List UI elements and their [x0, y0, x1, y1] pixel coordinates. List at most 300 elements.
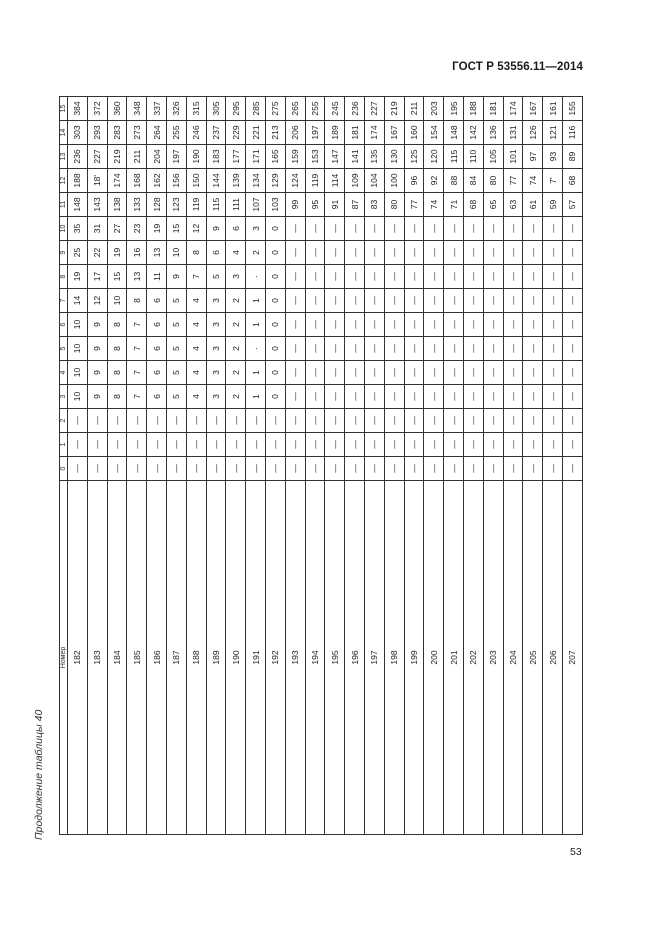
table-cell: 65 [483, 193, 503, 217]
table-row [463, 97, 483, 835]
table-cell: 3 [206, 361, 226, 385]
table-cell: 315 [186, 97, 206, 121]
table-cell: — [305, 241, 325, 265]
row-number-cell: 207 [562, 481, 582, 835]
table-cell: — [463, 409, 483, 433]
table-cell: — [364, 409, 384, 433]
table-cell: — [463, 289, 483, 313]
table-cell: — [404, 289, 424, 313]
table-row [543, 97, 563, 835]
table-cell: — [364, 433, 384, 457]
column-header-4: 4 [60, 361, 68, 385]
row-number-cell: 200 [424, 481, 444, 835]
table-cell: — [562, 385, 582, 409]
table-cell: 103 [265, 193, 285, 217]
table-cell: 0 [265, 217, 285, 241]
table-cell: 156 [166, 169, 186, 193]
table-cell: — [325, 457, 345, 481]
table-cell: 293 [87, 121, 107, 145]
table-cell: 57 [562, 193, 582, 217]
table-cell: — [364, 241, 384, 265]
table-cell: — [444, 385, 464, 409]
column-header-9: 9 [60, 241, 68, 265]
table-cell: 10 [68, 361, 88, 385]
table-cell: — [107, 457, 127, 481]
table-cell: — [107, 409, 127, 433]
table-cell: — [404, 385, 424, 409]
row-number-cell: 194 [305, 481, 325, 835]
table-cell: — [404, 313, 424, 337]
table-cell: — [543, 241, 563, 265]
table-row [107, 97, 127, 835]
table-cell: 5 [166, 313, 186, 337]
table-cell: 148 [444, 121, 464, 145]
table-cell: — [404, 217, 424, 241]
table-cell: 188 [463, 97, 483, 121]
table-cell: 142 [463, 121, 483, 145]
table-cell: — [166, 457, 186, 481]
table-cell: 348 [127, 97, 147, 121]
table-row [404, 97, 424, 835]
table-cell: — [463, 217, 483, 241]
table-row [206, 97, 226, 835]
table-cell: 8 [127, 289, 147, 313]
table-cell: 74 [523, 169, 543, 193]
table-cell: — [345, 289, 365, 313]
table-cell: 10 [68, 337, 88, 361]
table-cell: 0 [265, 241, 285, 265]
table-cell: — [384, 289, 404, 313]
table-body [68, 97, 583, 835]
table-cell: — [483, 433, 503, 457]
row-number-cell: 187 [166, 481, 186, 835]
table-cell: 305 [206, 97, 226, 121]
table-cell: — [503, 361, 523, 385]
table-cell: 129 [265, 169, 285, 193]
table-cell: — [364, 361, 384, 385]
table-cell: — [483, 241, 503, 265]
table-cell: — [345, 313, 365, 337]
table-cell: — [523, 313, 543, 337]
table-cell: 7 [127, 385, 147, 409]
table-cell: 13 [127, 265, 147, 289]
document-header: ГОСТ Р 53556.11—2014 [452, 61, 583, 73]
table-cell: 181 [345, 121, 365, 145]
table-cell: — [523, 217, 543, 241]
table-cell: — [444, 337, 464, 361]
table-cell: — [562, 265, 582, 289]
table-cell: — [364, 385, 384, 409]
table-row [345, 97, 365, 835]
table-cell: — [444, 265, 464, 289]
table-row [226, 97, 246, 835]
table-cell: 8 [107, 313, 127, 337]
table-cell: — [285, 385, 305, 409]
table-row [503, 97, 523, 835]
table-row [87, 97, 107, 835]
table-cell: — [523, 361, 543, 385]
table-cell: — [285, 217, 305, 241]
table-cell: — [325, 289, 345, 313]
table-cell: — [503, 385, 523, 409]
table-cell: — [246, 457, 266, 481]
table-cell: 8 [107, 385, 127, 409]
table-cell: 11 [147, 265, 167, 289]
table-cell: — [325, 337, 345, 361]
row-number-cell: 199 [404, 481, 424, 835]
table-cell: 119 [305, 169, 325, 193]
table-cell: — [186, 457, 206, 481]
table-cell: — [503, 433, 523, 457]
data-table [59, 96, 583, 835]
table-cell: 2 [226, 337, 246, 361]
table-cell: 15 [166, 217, 186, 241]
table-cell: 19 [107, 241, 127, 265]
table-cell: 87 [345, 193, 365, 217]
table-cell: 167 [384, 121, 404, 145]
table-cell: — [562, 241, 582, 265]
table-cell: 131 [503, 121, 523, 145]
table-cell: — [562, 337, 582, 361]
table-cell: — [68, 457, 88, 481]
table-cell: 1 [246, 289, 266, 313]
table-cell: 245 [325, 97, 345, 121]
table-cell: 71 [444, 193, 464, 217]
table-cell: — [226, 409, 246, 433]
table-cell: 221 [246, 121, 266, 145]
table-cell: 189 [325, 121, 345, 145]
table-row [424, 97, 444, 835]
table-cell: — [463, 433, 483, 457]
table-cell: — [384, 361, 404, 385]
table-cell: 136 [483, 121, 503, 145]
table-cell: 4 [226, 241, 246, 265]
table-cell: 177 [226, 145, 246, 169]
table-cell: 167 [523, 97, 543, 121]
table-cell: — [285, 313, 305, 337]
table-cell: 91 [325, 193, 345, 217]
table-cell: 110 [463, 145, 483, 169]
table-cell: — [424, 217, 444, 241]
table-cell: 197 [166, 145, 186, 169]
table-cell: 35 [68, 217, 88, 241]
column-header-7: 7 [60, 289, 68, 313]
column-header-3: 3 [60, 385, 68, 409]
table-cell: 0 [265, 313, 285, 337]
table-cell: 255 [305, 97, 325, 121]
table-cell: 1 [246, 313, 266, 337]
table-cell: 135 [364, 145, 384, 169]
table-cell: 227 [364, 97, 384, 121]
table-cell: — [325, 241, 345, 265]
table-cell: — [345, 265, 365, 289]
table-cell: 372 [87, 97, 107, 121]
table-cell: 95 [305, 193, 325, 217]
column-header-8: 8 [60, 265, 68, 289]
table-cell: — [483, 457, 503, 481]
table-cell: — [265, 457, 285, 481]
table-cell: — [285, 241, 305, 265]
table-cell: 77 [404, 193, 424, 217]
table-cell: 168 [127, 169, 147, 193]
table-cell: — [523, 337, 543, 361]
table-cell: — [87, 409, 107, 433]
table-row [285, 97, 305, 835]
table-cell: 6 [147, 289, 167, 313]
row-number-cell: 206 [543, 481, 563, 835]
table-cell: 83 [364, 193, 384, 217]
table-cell: 219 [384, 97, 404, 121]
table-cell: — [562, 361, 582, 385]
table-row [562, 97, 582, 835]
table-cell: 77 [503, 169, 523, 193]
row-number-cell: 192 [265, 481, 285, 835]
table-cell: — [562, 457, 582, 481]
table-cell: 236 [68, 145, 88, 169]
table-cell: — [345, 241, 365, 265]
table-cell: 7' [543, 169, 563, 193]
table-cell: — [345, 217, 365, 241]
row-number-cell: 186 [147, 481, 167, 835]
column-header-0: 0 [60, 457, 68, 481]
row-number-cell: 197 [364, 481, 384, 835]
table-cell: — [325, 409, 345, 433]
table-cell: — [444, 313, 464, 337]
table-cell: 8 [107, 337, 127, 361]
table-cell: 160 [404, 121, 424, 145]
table-cell: — [463, 385, 483, 409]
table-cell: 5 [166, 385, 186, 409]
table-cell: 19 [147, 217, 167, 241]
table-header-row [60, 97, 68, 835]
table-cell: 138 [107, 193, 127, 217]
table-cell: — [483, 385, 503, 409]
table-cell: — [404, 241, 424, 265]
table-cell: — [325, 217, 345, 241]
table-cell: 150 [186, 169, 206, 193]
table-cell: — [345, 337, 365, 361]
table-cell: 88 [444, 169, 464, 193]
table-cell: 97 [523, 145, 543, 169]
table-cell: — [186, 433, 206, 457]
table-cell: — [364, 217, 384, 241]
table-cell: — [483, 217, 503, 241]
table-cell: — [285, 457, 305, 481]
table-cell: — [305, 361, 325, 385]
table-cell: 295 [226, 97, 246, 121]
table-cell: 211 [127, 145, 147, 169]
table-cell: — [543, 433, 563, 457]
table-cell: 115 [444, 145, 464, 169]
table-cell: 134 [246, 169, 266, 193]
table-cell: — [345, 361, 365, 385]
table-cell: 197 [305, 121, 325, 145]
table-cell: — [543, 217, 563, 241]
table-cell: 14 [68, 289, 88, 313]
table-cell: — [503, 241, 523, 265]
table-cell: — [523, 289, 543, 313]
table-cell: 74 [424, 193, 444, 217]
table-cell: 23 [127, 217, 147, 241]
table-cell: 360 [107, 97, 127, 121]
row-number-cell: 205 [523, 481, 543, 835]
table-cell: — [404, 409, 424, 433]
table-cell: 114 [325, 169, 345, 193]
table-cell: — [444, 241, 464, 265]
table-cell: 31 [87, 217, 107, 241]
table-cell: — [424, 385, 444, 409]
table-cell: 275 [265, 97, 285, 121]
table-cell: 99 [285, 193, 305, 217]
table-cell: — [483, 265, 503, 289]
table-cell: 229 [226, 121, 246, 145]
table-cell: — [523, 265, 543, 289]
table-cell: 92 [424, 169, 444, 193]
column-header-5: 5 [60, 337, 68, 361]
table-cell: — [444, 289, 464, 313]
table-cell: 4 [186, 313, 206, 337]
table-cell: 0 [265, 337, 285, 361]
row-number-cell: 202 [463, 481, 483, 835]
table-cell: — [147, 409, 167, 433]
table-cell: 326 [166, 97, 186, 121]
table-cell: 100 [384, 169, 404, 193]
table-cell: — [206, 409, 226, 433]
table-cell: 4 [186, 337, 206, 361]
table-cell: 101 [503, 145, 523, 169]
table-cell: 154 [424, 121, 444, 145]
table-cell: 188 [68, 169, 88, 193]
table-cell: 12 [186, 217, 206, 241]
table-cell: — [503, 265, 523, 289]
table-cell: 10 [107, 289, 127, 313]
table-row [246, 97, 266, 835]
table-cell: — [305, 289, 325, 313]
table-cell: — [523, 385, 543, 409]
table-row [147, 97, 167, 835]
page-number: 53 [570, 846, 582, 858]
table-cell: 2 [226, 361, 246, 385]
table-cell: 84 [463, 169, 483, 193]
table-cell: — [345, 457, 365, 481]
row-number-cell: 188 [186, 481, 206, 835]
table-cell: 0 [265, 361, 285, 385]
table-cell: 139 [226, 169, 246, 193]
table-cell: 121 [543, 121, 563, 145]
table-cell: — [127, 457, 147, 481]
table-cell: — [285, 361, 305, 385]
table-cell: — [404, 361, 424, 385]
table-cell: — [325, 313, 345, 337]
table-cell: 105 [483, 145, 503, 169]
table-cell: — [285, 409, 305, 433]
table-cell: — [562, 409, 582, 433]
table-cell: — [503, 313, 523, 337]
table-cell: — [543, 409, 563, 433]
row-number-cell: 198 [384, 481, 404, 835]
table-cell: — [463, 337, 483, 361]
table-cell: — [543, 337, 563, 361]
table-cell: 93 [543, 145, 563, 169]
table-cell: — [364, 313, 384, 337]
table-cell: — [404, 433, 424, 457]
table-cell: 109 [345, 169, 365, 193]
table-row [384, 97, 404, 835]
table-row [68, 97, 88, 835]
row-number-cell: 201 [444, 481, 464, 835]
table-cell: 3 [246, 217, 266, 241]
table-cell: 10 [166, 241, 186, 265]
table-cell: 265 [285, 97, 305, 121]
table-cell: — [483, 361, 503, 385]
table-cell: — [265, 409, 285, 433]
row-number-cell: 195 [325, 481, 345, 835]
table-cell: 190 [186, 145, 206, 169]
table-cell: — [424, 265, 444, 289]
table-cell: 3 [206, 385, 226, 409]
table-row [305, 97, 325, 835]
table-cell: — [147, 457, 167, 481]
row-number-cell: 204 [503, 481, 523, 835]
table-cell: 6 [226, 217, 246, 241]
table-cell: — [166, 433, 186, 457]
table-cell: — [444, 457, 464, 481]
table-cell: 120 [424, 145, 444, 169]
table-row [166, 97, 186, 835]
table-cell: — [424, 361, 444, 385]
table-cell: — [325, 265, 345, 289]
table-cell: — [166, 409, 186, 433]
table-cell: — [384, 385, 404, 409]
table-cell: 147 [325, 145, 345, 169]
table-cell: — [305, 385, 325, 409]
column-header-14: 14 [60, 121, 68, 145]
table-cell: 133 [127, 193, 147, 217]
table-cell: 2 [226, 289, 246, 313]
table-cell: 203 [424, 97, 444, 121]
table-cell: — [523, 433, 543, 457]
table-row [265, 97, 285, 835]
table-cell: — [305, 337, 325, 361]
table-cell: 1 [246, 385, 266, 409]
table-cell: — [523, 241, 543, 265]
table-cell: 165 [265, 145, 285, 169]
column-header-6: 6 [60, 313, 68, 337]
table-cell: 219 [107, 145, 127, 169]
table-cell: 0 [265, 289, 285, 313]
table-cell: — [424, 409, 444, 433]
table-cell: — [543, 289, 563, 313]
table-cell: 148 [68, 193, 88, 217]
table-cell: — [503, 457, 523, 481]
table-cell: — [562, 217, 582, 241]
table-cell: — [483, 409, 503, 433]
table-cell: — [384, 337, 404, 361]
table-cell: — [285, 265, 305, 289]
table-cell: — [345, 385, 365, 409]
table-cell: 161 [543, 97, 563, 121]
table-cell: — [424, 337, 444, 361]
table-cell: 7 [186, 265, 206, 289]
table-cell: 9 [87, 313, 107, 337]
table-cell: — [523, 409, 543, 433]
table-cell: — [463, 265, 483, 289]
table-cell: 1 [246, 361, 266, 385]
table-cell: 236 [345, 97, 365, 121]
table-cell: — [246, 409, 266, 433]
table-cell: 10 [68, 313, 88, 337]
row-number-cell: 193 [285, 481, 305, 835]
